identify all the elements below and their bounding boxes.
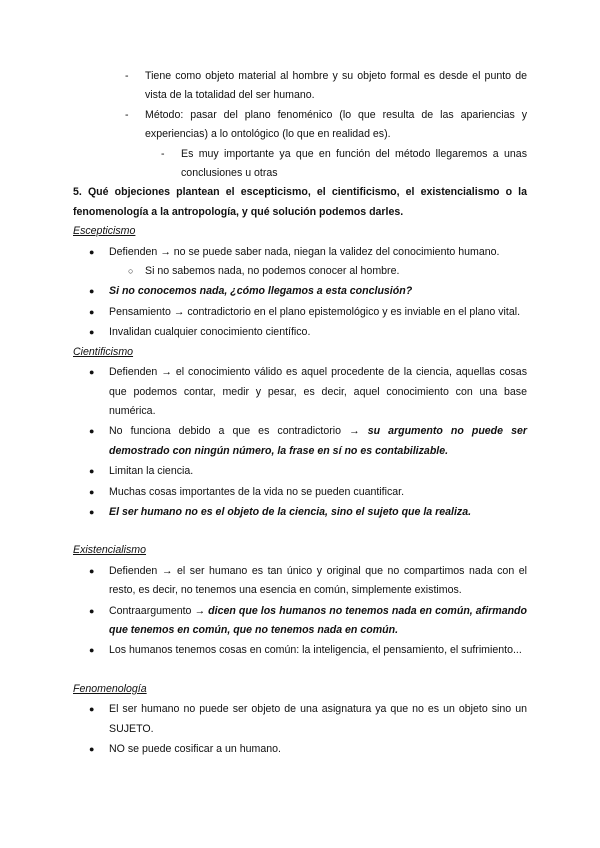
list-item: ● Contraargumento → dicen que los humanos no tenemos nada en común, afirmando que tenemos en común, que no tenemos nada en común. (109, 602, 527, 641)
bullet-icon: ● (89, 327, 95, 338)
bullet-icon: ● (89, 605, 95, 616)
bullet-icon: ● (89, 704, 95, 715)
section-title-fenomenologia: Fenomenología (73, 682, 147, 695)
list-item: ● Defienden → el ser humano es tan único y original que no compartimos nada con el resto, es decir, no tenemos una esencia en común, simplemente existimos. (109, 562, 527, 601)
bullet-icon: ● (89, 466, 95, 477)
intro-item: - Tiene como objeto material al hombre y su objeto formal es desde el punto de vista de la totalidad del ser humano. (145, 67, 527, 106)
list-item: ● Si no conocemos nada, ¿cómo llegamos a esta conclusión? (109, 282, 527, 301)
existencialismo-list (0, 562, 600, 661)
section-title-existencialismo: Existencialismo (73, 544, 147, 557)
section-title-cientificismo: Cientificismo (73, 345, 134, 358)
bullet-icon: ● (89, 306, 95, 317)
intro-item: - Método: pasar del plano fenoménico (lo que resulta de las apariencias y experiencias) a lo ontológico (lo que en realidad es). (145, 106, 527, 145)
list-item: ● El ser humano no es el objeto de la ciencia, sino el sujeto que la realiza. (109, 503, 527, 522)
list-item: ● El ser humano no puede ser objeto de una asignatura ya que no es un objeto sino un SUJETO. (109, 700, 527, 739)
circle-bullet-icon: ○ (128, 266, 134, 277)
bullet-icon: ● (89, 506, 95, 517)
list-subitem: ○ Si no sabemos nada, no podemos conocer al hombre. (145, 262, 527, 281)
escepticismo-list (0, 243, 600, 343)
list-item: ● Limitan la ciencia. (109, 462, 527, 481)
list-item: ● Los humanos tenemos cosas en común: la inteligencia, el pensamiento, el sufrimiento... (109, 641, 527, 660)
list-item: ● Defienden → no se puede saber nada, niegan la validez del conocimiento humano. (109, 243, 527, 262)
section-title-escepticismo: Escepticismo (73, 225, 136, 238)
list-item: ● NO se puede cosificar a un humano. (109, 740, 527, 759)
bullet-icon: ● (89, 367, 95, 378)
bullet-icon: ● (89, 286, 95, 297)
fenomenologia-list (0, 700, 600, 759)
list-item: ● Muchas cosas importantes de la vida no se pueden cuantificar. (109, 483, 527, 502)
dash-bullet-icon: - (161, 147, 165, 160)
cientificismo-list (0, 363, 600, 522)
bullet-icon: ● (89, 565, 95, 576)
list-item: ● No funciona debido a que es contradictorio → su argumento no puede ser demostrado con ningún número, la frase en sí no es contabilizable. (109, 422, 527, 461)
bullet-icon: ● (89, 486, 95, 497)
list-item: ● Invalidan cualquier conocimiento científico. (109, 323, 527, 342)
intro-subitem: - Es muy importante ya que en función del método llegaremos a unas conclusiones u otras (181, 145, 527, 184)
intro-list (0, 67, 600, 183)
spacer (0, 522, 600, 541)
list-item: ● Pensamiento → contradictorio en el plano epistemológico y es inviable en el plano vital. (109, 303, 527, 322)
dash-bullet-icon: - (125, 70, 129, 82)
spacer (0, 661, 600, 680)
bullet-icon: ● (89, 246, 95, 257)
bullet-icon: ● (89, 744, 95, 754)
list-item: ● Defienden → el conocimiento válido es aquel procedente de la ciencia, aquellas cosas que podemos contar, medir y pesar, es decir, aquel conocimiento con una base numérica. (109, 363, 527, 421)
dash-bullet-icon: - (125, 108, 129, 121)
bullet-icon: ● (89, 645, 95, 656)
bullet-icon: ● (89, 426, 95, 437)
question-heading: 5. Qué objeciones plantean el escepticismo, el cientificismo, el existencialismo o la fenomenología a la antropología, y qué solución podemos darles. (73, 186, 527, 218)
